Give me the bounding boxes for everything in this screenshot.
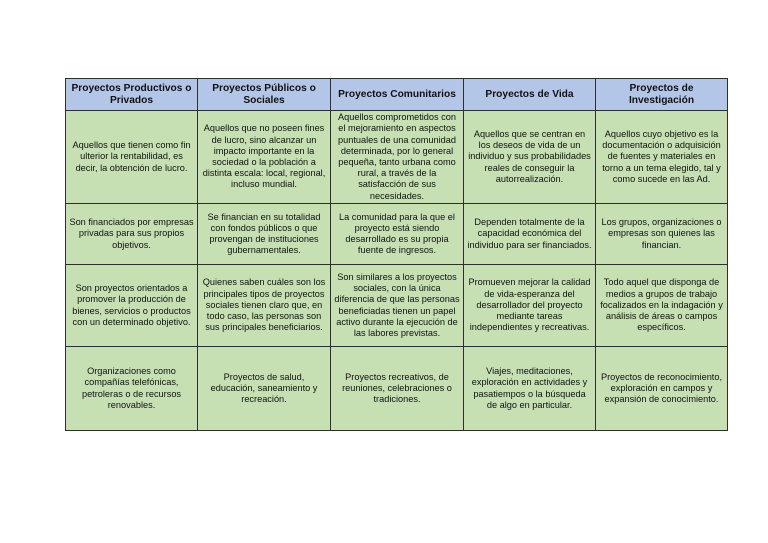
table-cell: Todo aquel que disponga de medios a grupos de trabajo focalizados en la indagación y análisis de áreas o campos específicos. xyxy=(596,265,728,347)
table-cell: Aquellos que se centran en los deseos de vida de un individuo y sus probabilidades reales de conseguir la autorrealización. xyxy=(464,111,596,204)
table-cell: Son proyectos orientados a promover la producción de bienes, servicios o productos con un determinado objetivo. xyxy=(66,265,198,347)
header-vida: Proyectos de Vida xyxy=(464,79,596,111)
table-cell: Quienes saben cuáles son los principales tipos de proyectos sociales tienen claro que, en todo caso, las personas son sus principales beneficiarios. xyxy=(198,265,331,347)
table-cell: Aquellos cuyo objetivo es la documentación o adquisición de fuentes y materiales en torno a un tema elegido, tal y como sucede en las Ad. xyxy=(596,111,728,204)
header-investigacion: Proyectos de Investigación xyxy=(596,79,728,111)
table-cell: Se financian en su totalidad con fondos públicos o que provengan de instituciones gubernamentales. xyxy=(198,204,331,265)
header-comunitarios: Proyectos Comunitarios xyxy=(331,79,464,111)
table-cell: Aquellos que tienen como fin ulterior la rentabilidad, es decir, la obtención de lucro. xyxy=(66,111,198,204)
table-cell: La comunidad para la que el proyecto está siendo desarrollado es su propia fuente de ingresos. xyxy=(331,204,464,265)
table-cell: Promueven mejorar la calidad de vida-esperanza del desarrollador del proyecto mediante tareas independientes y recreativas. xyxy=(464,265,596,347)
table-cell: Aquellos que no poseen fines de lucro, sino alcanzar un impacto importante en la sociedad o la población a distinta escala: local, regional, incluso mundial. xyxy=(198,111,331,204)
table-row xyxy=(66,265,728,347)
project-types-table xyxy=(65,78,728,431)
table-row xyxy=(66,347,728,431)
table-cell: Son similares a los proyectos sociales, con la única diferencia de que las personas beneficiadas tienen un papel activo durante la ejecución de las labores previstas. xyxy=(331,265,464,347)
header-publicos: Proyectos Públicos o Sociales xyxy=(198,79,331,111)
table-cell: Son financiados por empresas privadas para sus propios objetivos. xyxy=(66,204,198,265)
table-cell: Organizaciones como compañías telefónicas, petroleras o de recursos renovables. xyxy=(66,347,198,431)
table-cell: Dependen totalmente de la capacidad económica del individuo para ser financiados. xyxy=(464,204,596,265)
table-cell: Aquellos comprometidos con el mejoramiento en aspectos puntuales de una comunidad determinada, por lo general pequeña, tanto urbana como rural, a través de la satisfacción de sus necesidades. xyxy=(331,111,464,204)
table-cell: Proyectos recreativos, de reuniones, celebraciones o tradiciones. xyxy=(331,347,464,431)
table-cell: Proyectos de reconocimiento, exploración en campos y expansión de conocimiento. xyxy=(596,347,728,431)
table-row xyxy=(66,111,728,204)
table-cell: Viajes, meditaciones, exploración en actividades y pasatiempos o la búsqueda de algo en particular. xyxy=(464,347,596,431)
table-header-row xyxy=(66,79,728,111)
header-productivos: Proyectos Productivos o Privados xyxy=(66,79,198,111)
table-cell: Proyectos de salud, educación, saneamiento y recreación. xyxy=(198,347,331,431)
table-cell: Los grupos, organizaciones o empresas son quienes las financian. xyxy=(596,204,728,265)
table-row xyxy=(66,204,728,265)
